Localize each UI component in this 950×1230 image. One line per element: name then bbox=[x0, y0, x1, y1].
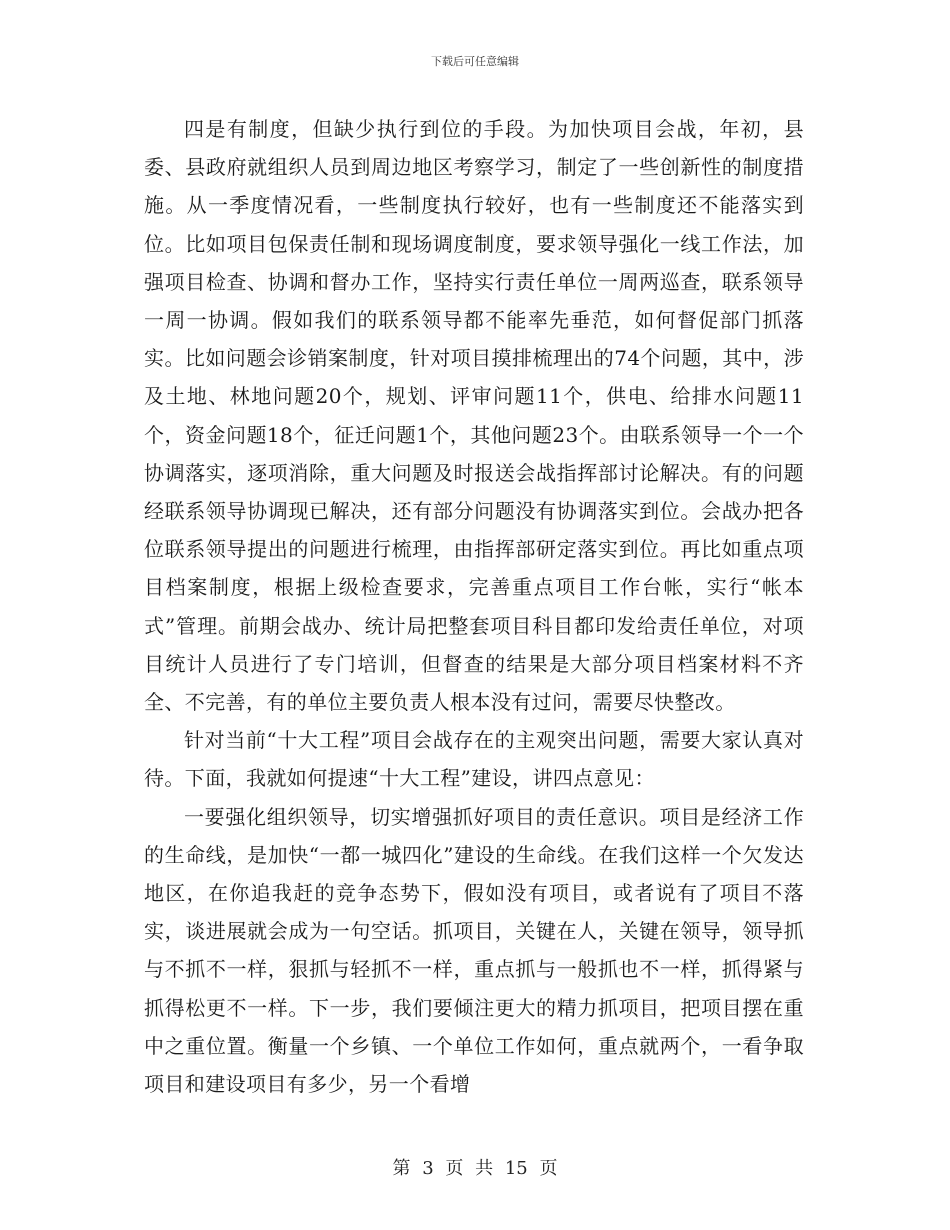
header-note: 下载后可任意编辑 bbox=[431, 55, 519, 68]
paragraph-3: 一要强化组织领导，切实增强抓好项目的责任意识。项目是经济工作的生命线，是加快“一都一城四化”建设的生命线。在我们这样一个欠发达地区，在你追我赶的竞争态势下，假如没有项目，或者说有了项目不落实，谈进展就会成为一句空话。抓项目，关键在人，关键在领导，领导抓与不抓不一样，狠抓与轻抓不一样，重点抓与一般抓也不一样，抓得紧与抓得松更不一样。下一步，我们要倾注更大的精力抓项目，把项目摆在重中之重位置。衡量一个乡镇、一个单位工作如何，重点就两个，一看争取项目和建设项目有多少，另一个看增 bbox=[144, 804, 804, 1097]
paragraph-1: 四是有制度，但缺少执行到位的手段。为加快项目会战，年初，县委、县政府就组织人员到周边地区考察学习，制定了一些创新性的制度措施。从一季度情况看，一些制度执行较好，也有一些制度还不能落实到位。比如项目包保责任制和现场调度制度，要求领导强化一线工作法，加强项目检查、协调和督办工作，坚持实行责任单位一周两巡查，联系领导一周一协调。假如我们的联系领导都不能率先垂范，如何督促部门抓落实。比如问题会诊销案制度，针对项目摸排梳理出的74个问题，其中，涉及土地、林地问题20个，规划、评审问题11个，供电、给排水问题11个，资金问题18个，征迁问题1个，其他问题23个。由联系领导一个一个协调落实，逐项消除，重大问题及时报送会战指挥部讨论解决。有的问题经联系领导协调现已解决，还有部分问题没有协调落实到位。会战办把各位联系领导提出的问题进行梳理，由指挥部研定落实到位。再比如重点项目档案制度，根据上级检查要求，完善重点项目工作台帐，实行“帐本式”管理。前期会战办、统计局把整套项目科目都印发给责任单位，对项目统计人员进行了专门培训，但督查的结果是大部分项目档案材料不齐全、不完善，有的单位主要负责人根本没有过问，需要尽快整改。 bbox=[144, 117, 804, 715]
document-body bbox=[144, 110, 804, 1103]
paragraph-2: 针对当前“十大工程”项目会战存在的主观突出问题，需要大家认真对待。下面，我就如何提速“十大工程”建设，讲四点意见： bbox=[144, 728, 804, 791]
page-number: 第 3 页 共 15 页 bbox=[392, 1158, 558, 1179]
